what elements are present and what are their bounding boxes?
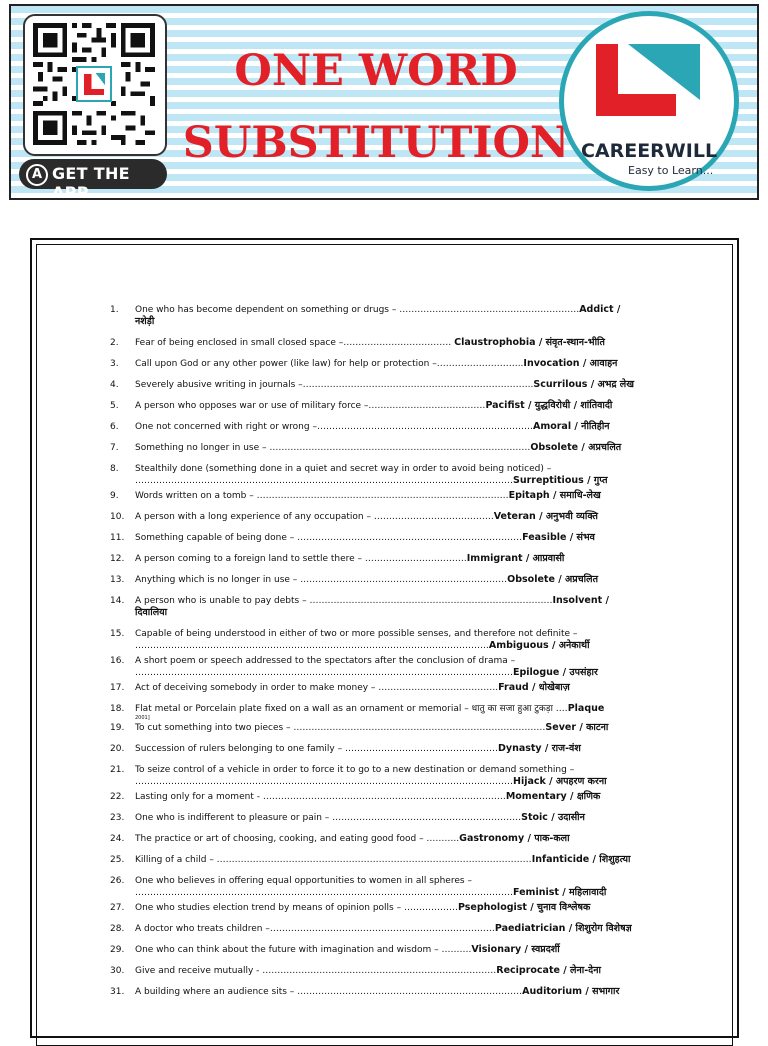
careerwill-logo[interactable] — [559, 11, 739, 191]
list-item — [110, 965, 640, 977]
item-footnote: 2001] — [135, 715, 150, 721]
item-answer: Plaque — [567, 703, 605, 714]
list-item — [110, 764, 640, 788]
item-answer: Hijack / अपहरण करना — [513, 776, 607, 787]
item-number: 21. — [110, 765, 125, 775]
list-item — [110, 358, 640, 370]
item-definition: A person with a long experience of any occupation – …………………………………. — [135, 512, 494, 522]
item-number: 26. — [110, 876, 125, 886]
get-the-app-button[interactable] — [19, 159, 167, 200]
page-title-line-1: ONE WORD — [234, 46, 518, 96]
list-item — [110, 304, 640, 328]
item-answer: Psephologist / चुनाव विश्लेषक — [457, 902, 591, 913]
item-number: 1. — [110, 305, 119, 315]
item-leader-dots: ………………………………………………………………………………………………………. — [135, 641, 489, 651]
list-item — [110, 463, 640, 487]
item-definition: The practice or art of choosing, cooking, and eating good food – ……….. — [135, 834, 460, 844]
item-number: 23. — [110, 813, 125, 823]
list-item — [110, 337, 640, 349]
item-number: 19. — [110, 723, 125, 733]
item-number: 7. — [110, 443, 119, 453]
list-item — [110, 655, 640, 679]
item-definition: One who studies election trend by means of opinion polls – ……………… — [135, 903, 458, 913]
item-number: 29. — [110, 945, 125, 955]
list-item — [110, 854, 640, 866]
item-number: 17. — [110, 683, 125, 693]
item-answer: Surreptitious / गुप्त — [513, 475, 608, 486]
item-answer: Feminist / महिलावादी — [513, 887, 607, 898]
brand-name: CAREERWILL — [580, 140, 718, 162]
item-answer: Dynasty / राज-वंश — [497, 743, 581, 754]
list-item — [110, 421, 640, 433]
list-item — [110, 595, 640, 619]
item-definition: Call upon God or any other power (like law) for help or protection –……………………….. — [135, 359, 524, 369]
item-answer: Addict / नशेड़ी — [135, 304, 621, 327]
item-definition: One who is indifferent to pleasure or pain – ……………………………………………………… — [135, 813, 522, 823]
list-item — [110, 812, 640, 824]
item-definition: Something capable of being done – ………………………………………………………………… — [135, 533, 523, 543]
item-answer: Claustrophobia / संवृत-स्थान-भीति — [454, 337, 605, 348]
item-definition: Flat metal or Porcelain plate fixed on a wall as an ornament or memorial – धातु का सजा हुआ टुकड़ा …. — [135, 704, 568, 714]
item-answer: Feasible / संभव — [522, 532, 595, 543]
list-item — [110, 875, 640, 899]
item-number: 9. — [110, 491, 119, 501]
list-item — [110, 902, 640, 914]
item-answer: Momentary / क्षणिक — [505, 791, 601, 802]
item-definition: A person who opposes war or use of military force –………………………………… — [135, 401, 486, 411]
list-item — [110, 986, 640, 998]
list-item — [110, 532, 640, 544]
item-definition-continuation — [135, 887, 640, 899]
item-number: 8. — [110, 464, 119, 474]
item-answer: Auditorium / सभागार — [522, 986, 620, 997]
item-definition-continuation — [135, 667, 640, 679]
item-number: 27. — [110, 903, 125, 913]
item-answer: Stoic / उदासीन — [521, 812, 585, 823]
list-item — [110, 553, 640, 565]
item-leader-dots: ……………………………………………………………………………………………………………… — [135, 888, 513, 898]
item-answer: Ambiguous / अनेकार्थी — [488, 640, 590, 651]
list-item — [110, 490, 640, 502]
item-answer: Obsolete / अप्रचलित — [530, 442, 622, 453]
list-item — [110, 442, 640, 454]
item-definition: Capable of being understood in either of two or more possible senses, and therefore not definite – — [135, 629, 578, 639]
item-answer: Scurrilous / अभद्र लेख — [533, 379, 635, 390]
item-definition: One not concerned with right or wrong –……………………………………………………………… — [135, 422, 533, 432]
item-definition: Stealthily done (something done in a quiet and secret way in order to avoid being noticed) – — [135, 464, 552, 474]
header-banner — [9, 4, 759, 200]
item-number: 22. — [110, 792, 125, 802]
page-title-line-2: SUBSTITUTION — [182, 118, 570, 168]
item-answer: Gastronomy / पाक-कला — [459, 833, 570, 844]
word-list — [110, 304, 640, 1007]
item-number: 25. — [110, 855, 125, 865]
item-leader-dots: ……………………………………………………………………………………………………………… — [135, 668, 513, 678]
item-definition-continuation — [135, 475, 640, 487]
item-definition: A doctor who treats children –………………………………………………………………… — [135, 924, 495, 934]
list-item — [110, 722, 640, 734]
item-definition: Act of deceiving somebody in order to make money – …………………………………. — [135, 683, 499, 693]
list-item — [110, 743, 640, 755]
item-answer: Fraud / धोखेबाज़ — [498, 682, 570, 693]
item-number: 2. — [110, 338, 119, 348]
item-number: 3. — [110, 359, 119, 369]
item-definition: Give and receive mutually - …………………………………………………………………… — [135, 966, 497, 976]
item-number: 10. — [110, 512, 125, 522]
item-number: 14. — [110, 596, 125, 606]
item-definition: One who has become dependent on something or drugs – …………………………………………………… — [135, 305, 580, 315]
list-item — [110, 379, 640, 391]
item-answer: Reciprocate / लेना-देना — [496, 965, 601, 976]
item-answer: Amoral / नीतिहीन — [532, 421, 610, 432]
item-answer: Infanticide / शिशुहत्या — [531, 854, 631, 865]
item-definition: Anything which is no longer in use – …………………………………………………………… — [135, 575, 508, 585]
item-leader-dots: ……………………………………………………………………………………………………………… — [135, 777, 513, 787]
item-definition: A person coming to a foreign land to settle there – ……………………………. — [135, 554, 467, 564]
item-answer: Sever / काटना — [545, 722, 609, 733]
item-definition: One who believes in offering equal opportunities to women in all spheres – — [135, 876, 472, 886]
brand-tagline: Easy to Learn... — [628, 164, 714, 177]
item-answer: Invocation / आवाहन — [523, 358, 618, 369]
list-item — [110, 833, 640, 845]
qr-code[interactable] — [23, 14, 167, 156]
item-definition: To cut something into two pieces – ………………………………………………………………………… — [135, 723, 546, 733]
item-answer: Veteran / अनुभवी व्यक्ति — [493, 511, 598, 522]
app-store-icon: A — [26, 164, 48, 186]
item-definition: Succession of rulers belonging to one family – …………………………………………… — [135, 744, 498, 754]
item-definition: Fear of being enclosed in small closed space –……………………………… — [135, 338, 455, 348]
list-item — [110, 791, 640, 803]
item-number: 13. — [110, 575, 125, 585]
item-number: 6. — [110, 422, 119, 432]
careerwill-logo-icon — [592, 38, 704, 122]
item-number: 12. — [110, 554, 125, 564]
item-definition: A building where an audience sits – ………………………………………………………………… — [135, 987, 523, 997]
item-number: 16. — [110, 656, 125, 666]
item-answer: Paediatrician / शिशुरोग विशेषज्ञ — [494, 923, 632, 934]
item-number: 28. — [110, 924, 125, 934]
item-number: 5. — [110, 401, 119, 411]
list-item — [110, 511, 640, 523]
item-answer: Obsolete / अप्रचलित — [507, 574, 598, 585]
item-definition-continuation — [135, 640, 640, 652]
item-number: 31. — [110, 987, 125, 997]
item-answer: Insolvent / दिवालिया — [135, 595, 609, 618]
list-item — [110, 944, 640, 956]
item-definition: To seize control of a vehicle in order to force it to go to a new destination or demand something – — [135, 765, 575, 775]
item-number: 18. — [110, 704, 125, 714]
list-item — [110, 574, 640, 586]
item-definition: A person who is unable to pay debts – ……………………………………………………………………… — [135, 596, 553, 606]
item-number: 20. — [110, 744, 125, 754]
item-answer: Epitaph / समाधि-लेख — [508, 490, 601, 501]
list-item — [110, 400, 640, 412]
item-answer: Visionary / स्वप्नदर्शी — [471, 944, 560, 955]
qr-code-image — [33, 22, 155, 146]
list-item — [110, 628, 640, 652]
item-answer: Epilogue / उपसंहार — [513, 667, 598, 678]
item-answer: Pacifist / युद्धविरोधी / शांतिवादी — [485, 400, 613, 411]
item-definition: Words written on a tomb – ………………………………………………………………………… — [135, 491, 509, 501]
item-number: 24. — [110, 834, 125, 844]
item-number: 11. — [110, 533, 125, 543]
item-definition: One who can think about the future with imagination and wisdom – ………. — [135, 945, 472, 955]
item-definition: Lasting only for a moment - ……………………………………………………………………… — [135, 792, 506, 802]
item-definition: Severely abusive writing in journals –………………………………………………………………….. — [135, 380, 534, 390]
list-item — [110, 923, 640, 935]
item-number: 15. — [110, 629, 125, 639]
list-item — [110, 682, 640, 694]
item-definition-continuation — [135, 776, 640, 788]
item-leader-dots: ……………………………………………………………………………………………………………… — [135, 476, 513, 486]
item-number: 30. — [110, 966, 125, 976]
item-number: 4. — [110, 380, 119, 390]
item-answer: Immigrant / आप्रवासी — [466, 553, 565, 564]
item-definition: A short poem or speech addressed to the spectators after the conclusion of drama – — [135, 656, 516, 666]
item-definition: Something no longer in use – …………………………………………………………………………… — [135, 443, 531, 453]
get-the-app-label: GET THE APP — [52, 164, 130, 200]
list-item — [110, 703, 640, 721]
item-definition: Killing of a child – …………………………………………………………………………………………… — [135, 855, 532, 865]
